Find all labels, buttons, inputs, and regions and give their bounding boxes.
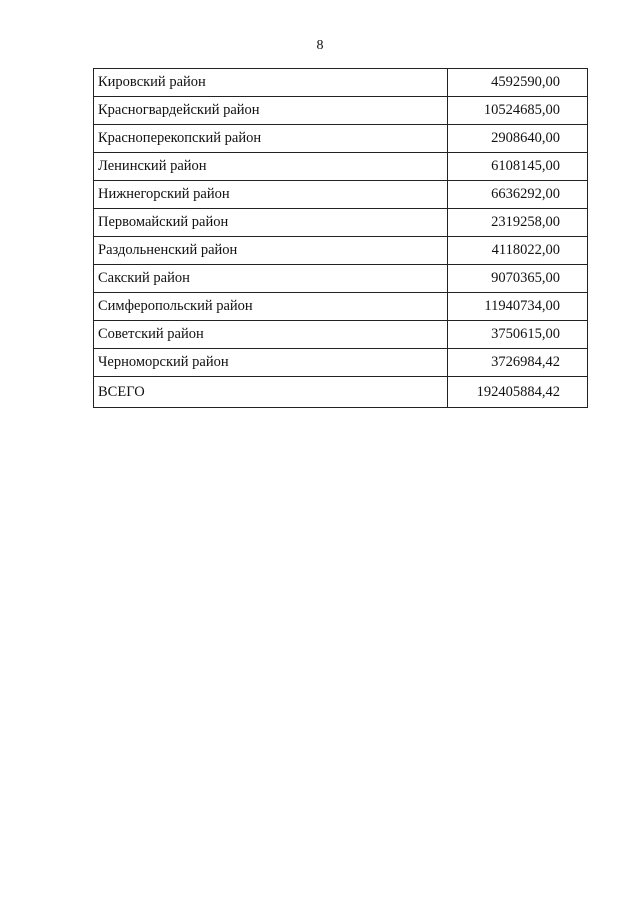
- district-amount: 10524685,00: [448, 97, 588, 125]
- district-name: Ленинский район: [94, 153, 448, 181]
- district-name: Сакский район: [94, 265, 448, 293]
- table-row: [94, 209, 588, 237]
- district-name: Нижнегорский район: [94, 181, 448, 209]
- district-name: Красноперекопский район: [94, 125, 448, 153]
- table-row: [94, 69, 588, 97]
- district-name: Раздольненский район: [94, 237, 448, 265]
- district-amount: 11940734,00: [448, 293, 588, 321]
- district-amount: 4118022,00: [448, 237, 588, 265]
- district-name: Красногвардейский район: [94, 97, 448, 125]
- district-amount: 3750615,00: [448, 321, 588, 349]
- district-amount: 9070365,00: [448, 265, 588, 293]
- district-amount: 6108145,00: [448, 153, 588, 181]
- district-name: Первомайский район: [94, 209, 448, 237]
- district-amount: 6636292,00: [448, 181, 588, 209]
- district-name: Советский район: [94, 321, 448, 349]
- table-row: [94, 265, 588, 293]
- table-row: [94, 125, 588, 153]
- district-amount: 3726984,42: [448, 349, 588, 377]
- table-row: [94, 237, 588, 265]
- table-row: [94, 181, 588, 209]
- table-row: [94, 97, 588, 125]
- total-row: [94, 377, 588, 408]
- district-amounts-table: [93, 68, 588, 408]
- total-amount: 192405884,42: [448, 377, 588, 408]
- page-number: 8: [316, 38, 324, 53]
- table-row: [94, 321, 588, 349]
- district-amount: 2908640,00: [448, 125, 588, 153]
- table-row: [94, 349, 588, 377]
- district-amount: 2319258,00: [448, 209, 588, 237]
- district-name: Кировский район: [94, 69, 448, 97]
- table-row: [94, 153, 588, 181]
- total-label: ВСЕГО: [94, 377, 448, 408]
- district-name: Черноморский район: [94, 349, 448, 377]
- table-row: [94, 293, 588, 321]
- district-amount: 4592590,00: [448, 69, 588, 97]
- district-name: Симферопольский район: [94, 293, 448, 321]
